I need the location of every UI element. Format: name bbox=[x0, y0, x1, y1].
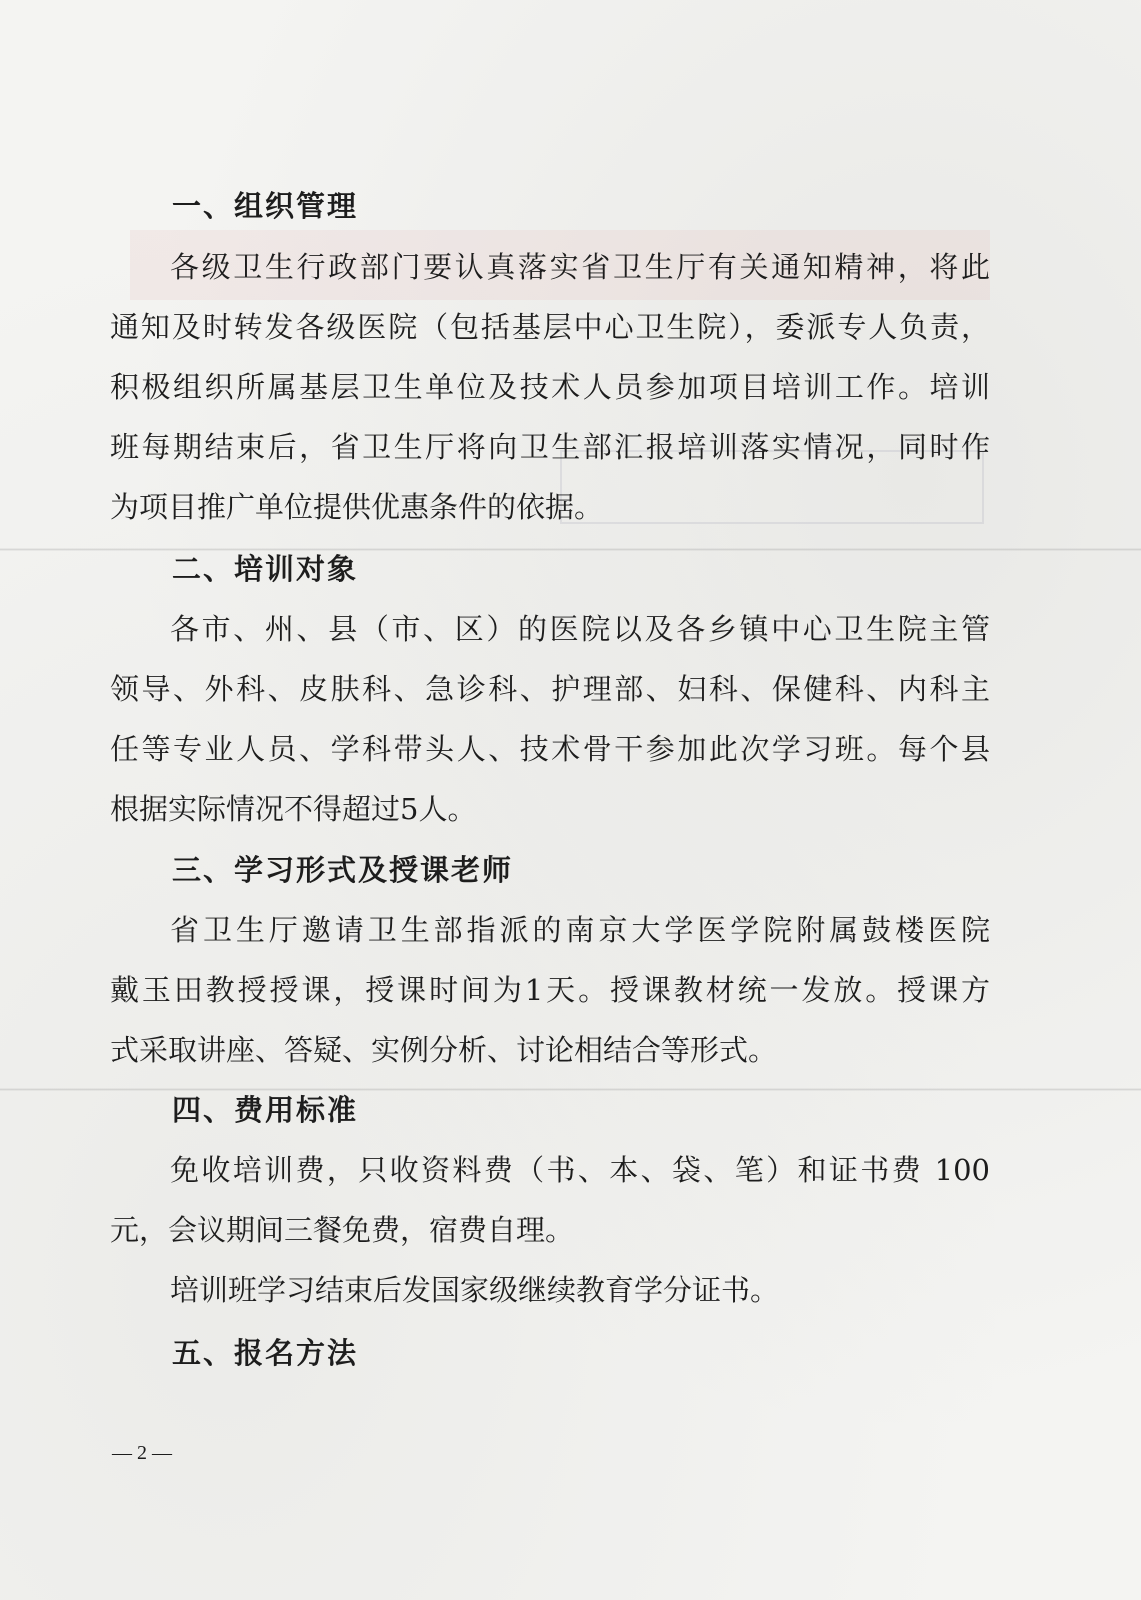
paragraph-line: 各市、州、县（市、区）的医院以及各乡镇中心卫生院主管 bbox=[170, 612, 990, 646]
paragraph-line: 根据实际情况不得超过5人。 bbox=[110, 792, 477, 826]
paragraph-line: 培训班学习结束后发国家级继续教育学分证书。 bbox=[170, 1273, 780, 1307]
paragraph-line: 免收培训费，只收资料费（书、本、袋、笔）和证书费 100 bbox=[170, 1153, 990, 1187]
section-heading-organization: 一、组织管理 bbox=[172, 189, 359, 223]
paragraph-line: 通知及时转发各级医院（包括基层中心卫生院），委派专人负责， bbox=[110, 310, 990, 344]
section-heading-format: 三、学习形式及授课老师 bbox=[172, 853, 514, 887]
paragraph-line: 任等专业人员、学科带头人、技术骨干参加此次学习班。每个县 bbox=[110, 732, 990, 766]
section-heading-registration: 五、报名方法 bbox=[172, 1336, 359, 1370]
section-heading-fees: 四、费用标准 bbox=[172, 1093, 359, 1127]
paragraph-line: 班每期结束后，省卫生厅将向卫生部汇报培训落实情况，同时作 bbox=[110, 430, 990, 464]
page-number: — 2 — bbox=[112, 1442, 172, 1464]
paragraph-line: 省卫生厅邀请卫生部指派的南京大学医学院附属鼓楼医院 bbox=[170, 913, 990, 947]
paragraph-line: 各级卫生行政部门要认真落实省卫生厅有关通知精神，将此 bbox=[170, 250, 990, 284]
paragraph-line: 戴玉田教授授课，授课时间为1天。授课教材统一发放。授课方 bbox=[110, 973, 990, 1007]
paragraph-line: 式采取讲座、答疑、实例分析、讨论相结合等形式。 bbox=[110, 1033, 778, 1067]
paragraph-line: 为项目推广单位提供优惠条件的依据。 bbox=[110, 490, 604, 524]
section-heading-trainees: 二、培训对象 bbox=[172, 552, 359, 586]
paragraph-line: 积极组织所属基层卫生单位及技术人员参加项目培训工作。培训 bbox=[110, 370, 990, 404]
paragraph-line: 元，会议期间三餐免费，宿费自理。 bbox=[110, 1213, 575, 1247]
paragraph-line: 领导、外科、皮肤科、急诊科、护理部、妇科、保健科、内科主 bbox=[110, 672, 990, 706]
